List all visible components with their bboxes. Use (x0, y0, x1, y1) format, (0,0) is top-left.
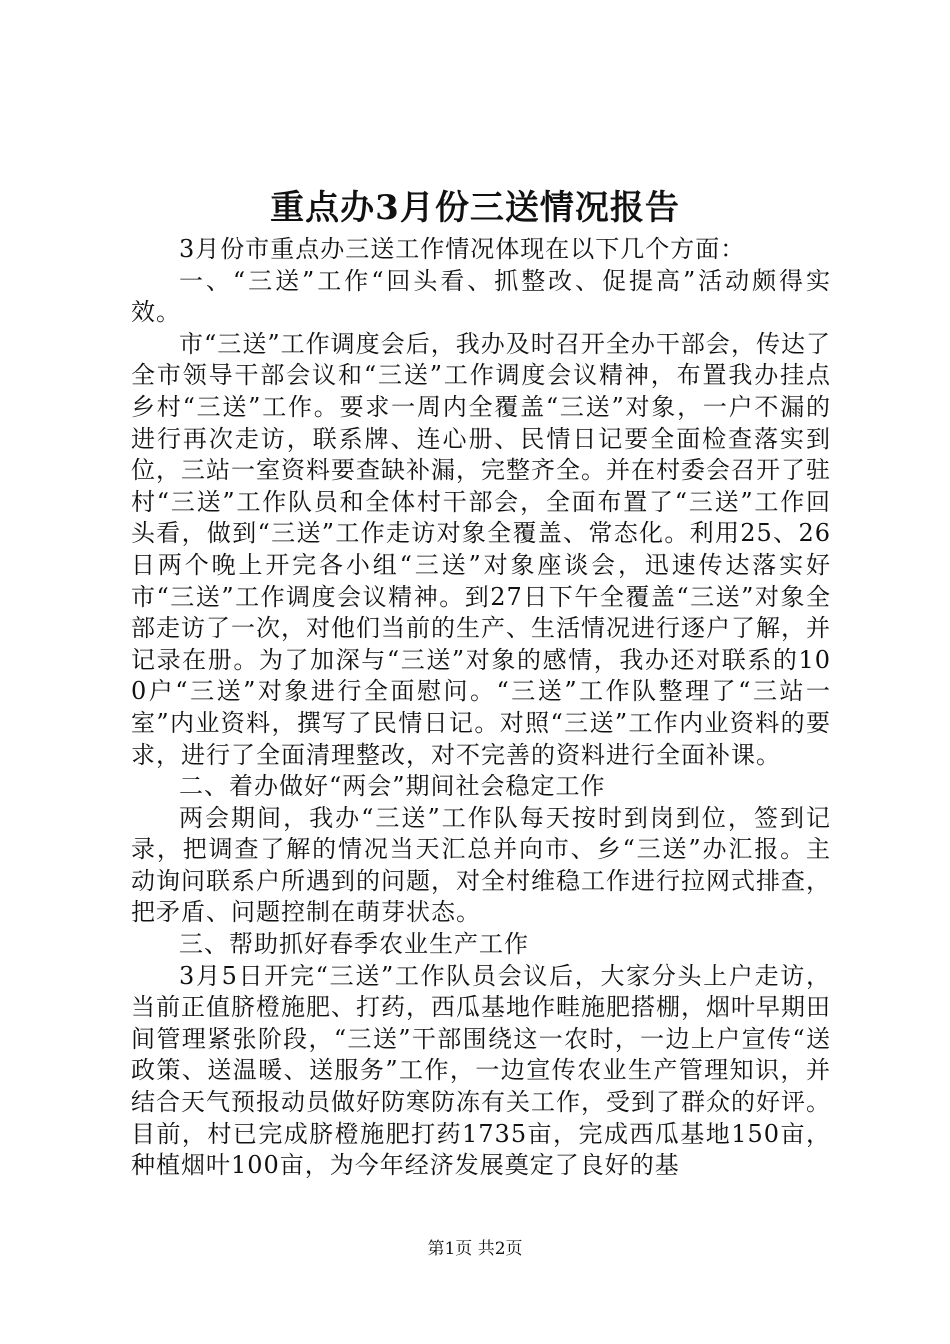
document-body (131, 234, 831, 1182)
intro-paragraph: 3月份市重点办三送工作情况体现在以下几个方面： (179, 235, 746, 263)
body-paragraph-3: 3月5日开完“三送”工作队员会议后，大家分头上户走访，当前正值脐橙施肥、打药，西瓜基地作畦施肥搭棚，烟叶早期田间管理紧张阶段，“三送”干部围绕这一农时，一边上户宣传“送政策、送温暖、送服务”工作，一边宣传农业生产管理知识，并结合天气预报动员做好防寒防冻有关工作，受到了群众的好评。目前，村已完成脐橙施肥打药1735亩，完成西瓜基地150亩，种植烟叶100亩，为今年经济发展奠定了良好的基 (131, 961, 831, 1180)
document-title: 重点办3月份三送情况报告 (270, 188, 680, 228)
section-heading-2: 二、着办做好“两会”期间社会稳定工作 (179, 772, 606, 801)
page-footer: 第1页 共2页 (427, 1239, 523, 1259)
body-paragraph-2: 两会期间，我办“三送”工作队每天按时到岗到位，签到记录，把调查了解的情况当天汇总并向市、乡“三送”办汇报。主动询问联系户所遇到的问题，对全村维稳工作进行拉网式排查，把矛盾、问题控制在萌芽状态。 (131, 803, 831, 927)
body-paragraph-1: 市“三送”工作调度会后，我办及时召开全办干部会，传达了全市领导干部会议和“三送”工作调度会议精神，布置我办挂点乡村“三送”工作。要求一周内全覆盖“三送”对象，一户不漏的进行再次走访，联系牌、连心册、民情日记要全面检查落实到位，三站一室资料要查缺补漏，完整齐全。并在村委会召开了驻村“三送”工作队员和全体村干部会，全面布置了“三送”工作回头看，做到“三送”工作走访对象全覆盖、常态化。利用25、26日两个晚上开完各小组“三送”对象座谈会，迅速传达落实好市“三送”工作调度会议精神。到27日下午全覆盖“三送”对象全部走访了一次，对他们当前的生产、生活情况进行逐户了解，并记录在册。为了加深与“三送”对象的感情，我办还对联系的100户“三送”对象进行全面慰问。“三送”工作队整理了“三站一室”内业资料，撰写了民情日记。对照“三送”工作内业资料的要求，进行了全面清理整改，对不完善的资料进行全面补课。 (131, 329, 831, 769)
section-heading-1: 一、“三送”工作“回头看、抓整改、促提高”活动颇得实效。 (131, 266, 831, 327)
section-heading-3: 三、帮助抓好春季农业生产工作 (179, 930, 529, 959)
